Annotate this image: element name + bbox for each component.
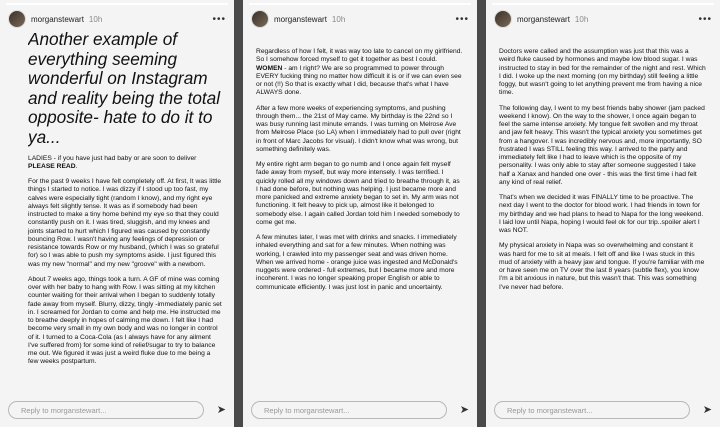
story-panel-1[interactable] <box>0 0 234 427</box>
more-dots-icon[interactable]: ••• <box>212 13 226 25</box>
timestamp: 10h <box>331 14 346 24</box>
story-text <box>256 48 463 393</box>
story-paragraph: My physical anxiety in Napa was so overwhelming and constant it was hard for me to sit at meals. I felt off and like I was stuck in this mud of anxiety with a heavy jaw and tongue. If you're familiar with me or have seen me on TV over the last 8 years (subtle flex), you know I'm a bit anxious in nature, but this wasn't that. This was something I've never had before. <box>499 242 705 291</box>
story-panel-2[interactable] <box>243 0 477 427</box>
story-paragraph: A few minutes later, I was met with drinks and snacks. I immediately inhaled everything and sat for a few minutes. When nothing was working, I crawled into my passenger seat and was driven home. When we arrived home - orange juice was ingested and McDonald's nuggets were ordered - full extremes, but I became more and more incoherent. I was no longer speaking proper English or able to communicate efficiently. I was just lost in panic and uncertainty. <box>256 234 458 291</box>
story-panel-3[interactable] <box>486 0 720 427</box>
story-paragraph: That's when we decided it was FINALLY time to be proactive. The next day I went to the doctor for blood work. I had friends in town for my birthday and we had plans to head to Napa for the long weekend. I laid low until Napa, hoping I would feel ok for our trip..spoiler alert I was NOT. <box>499 194 704 234</box>
username[interactable]: morganstewart <box>274 14 327 24</box>
username[interactable]: morganstewart <box>517 14 570 24</box>
story-progress-fill <box>249 3 471 5</box>
story-intro: LADIES - if you have just had baby or are soon to deliver PLEASE READ. <box>28 154 197 170</box>
more-dots-icon[interactable]: ••• <box>698 13 712 25</box>
story-progress-bar <box>6 3 228 5</box>
story-header <box>251 9 469 29</box>
story-paragraph: My entire right arm began to go numb and I once again felt myself fade away from myself, but way more intensely. I was terrified. I quickly rolled all my windows down and tried to breathe through it, as I had done before, but nothing was helping. I just became more and more panicked and extreme anxiety began to set in. My arm was not functioning. It felt heavy to pick up, almost like it belonged to somebody else. I again called Jordan told him I needed somebody to come get me. <box>256 161 460 226</box>
story-header <box>8 9 226 29</box>
story-paragraph: Regardless of how I felt, it was way too late to cancel on my girlfriend. So I somehow forced myself to get it together as best I could. WOMEN - am I right? We are so programmed to power through EVERY fucking thing no matter how difficult it is or if we can even see or not (!!) So that is exactly what I did, because that's what I have ALWAYS done. <box>256 48 463 97</box>
send-icon[interactable]: ➤ <box>702 404 712 416</box>
avatar[interactable] <box>8 10 26 28</box>
reply-input[interactable]: Reply to morganstewart... <box>494 401 690 419</box>
avatar[interactable] <box>494 10 512 28</box>
username[interactable]: morganstewart <box>31 14 84 24</box>
reply-input[interactable]: Reply to morganstewart... <box>251 401 447 419</box>
story-paragraph: After a few more weeks of experiencing symptoms, and pushing through them... the 21st of May came. My birthday is the 22nd so I was busy running last minute errands. I was turning on Melrose Ave from Melrose Place (so LA) when I immediately had to pull over (right in front of Marc Jacobs for visual). I didn't know what was wrong, but something definitely was. <box>256 104 461 153</box>
story-heading: Another example of everything seeming wonderful on Instagram and reality being the total opposite- hate to do it to ya... <box>28 30 221 147</box>
story-header <box>494 9 712 29</box>
story-progress-fill <box>492 3 714 5</box>
send-icon[interactable]: ➤ <box>459 404 469 416</box>
story-progress-bar <box>492 3 714 5</box>
story-text <box>499 48 706 393</box>
story-paragraph: About 7 weeks ago, things took a turn. A GF of mine was coming over with her baby to hang with Row. I was sitting at my kitchen counter waiting for their arrival when I began to suddenly totally fade away from myself. Blurry, dizzy, tingly -immediately panic set in. I screamed for Jordan to come and help me. He instructed me to breathe deeply in hopes of calming me down. I felt like I had become very small in my own body and was no longer in control of it. I turned to a Coca-Cola (as I always have for any ailment I've suffered from) for some kind of relief/sugar to try to balance me out. We figured it was just a weird fluke due to me being a few weeks postpartum. <box>28 275 222 366</box>
story-paragraph: For the past 9 weeks I have felt completely off. At first, It was little things I started to notice. I was dizzy if I stood up too fast, my calves were especially tight (random I know), and my right eye always felt slightly tense. It was as if somebody had been instructed to make a tiny home behind my eye so that they could constantly push on it. I was tired, sluggish, and my knees and joints started to hurt which I figured was caused by constantly bouncing Row. I wasn't having any feelings of depression or resistance towards Row or my husband, (which I was so grateful for) so I was able to push my symptoms aside. I just figured this was my new "normal" and my new "groove" with a newborn. <box>28 178 222 268</box>
send-icon[interactable]: ➤ <box>216 404 226 416</box>
story-progress-bar <box>249 3 471 5</box>
story-progress-fill <box>6 3 228 5</box>
timestamp: 10h <box>88 14 103 24</box>
story-paragraph: Doctors were called and the assumption was just that this was a weird fluke caused by hormones and maybe low blood sugar. I was instructed to stay in bed for the remainder of the night and rest. Which I did. I woke up the next morning (on my birthday) still feeling a little foggy, but wasn't going to let anything prevent me from having a nice time. <box>499 48 706 97</box>
story-paragraph: The following day, I went to my best friends baby shower (jam packed weekend I know). On the way to the shower, I once again began to feel the same intense anxiety. My tongue felt swollen and my throat and jaw felt heavy. This wasn't the typical anxiety you sometimes get from a hangover. I was incredibly nervous and, more importantly, SO frustrated I was STILL feeling this way. I arrived to the party and immediately felt like I had to leave which is the opposite of my personality. I was only able to stay after someone suggested I take half a Xanax and handed one over - this was the first time i had felt any kind of real relief. <box>499 104 705 186</box>
timestamp: 10h <box>574 14 589 24</box>
story-text <box>28 30 222 393</box>
avatar[interactable] <box>251 10 269 28</box>
more-dots-icon[interactable]: ••• <box>455 13 469 25</box>
reply-input[interactable]: Reply to morganstewart... <box>8 401 204 419</box>
